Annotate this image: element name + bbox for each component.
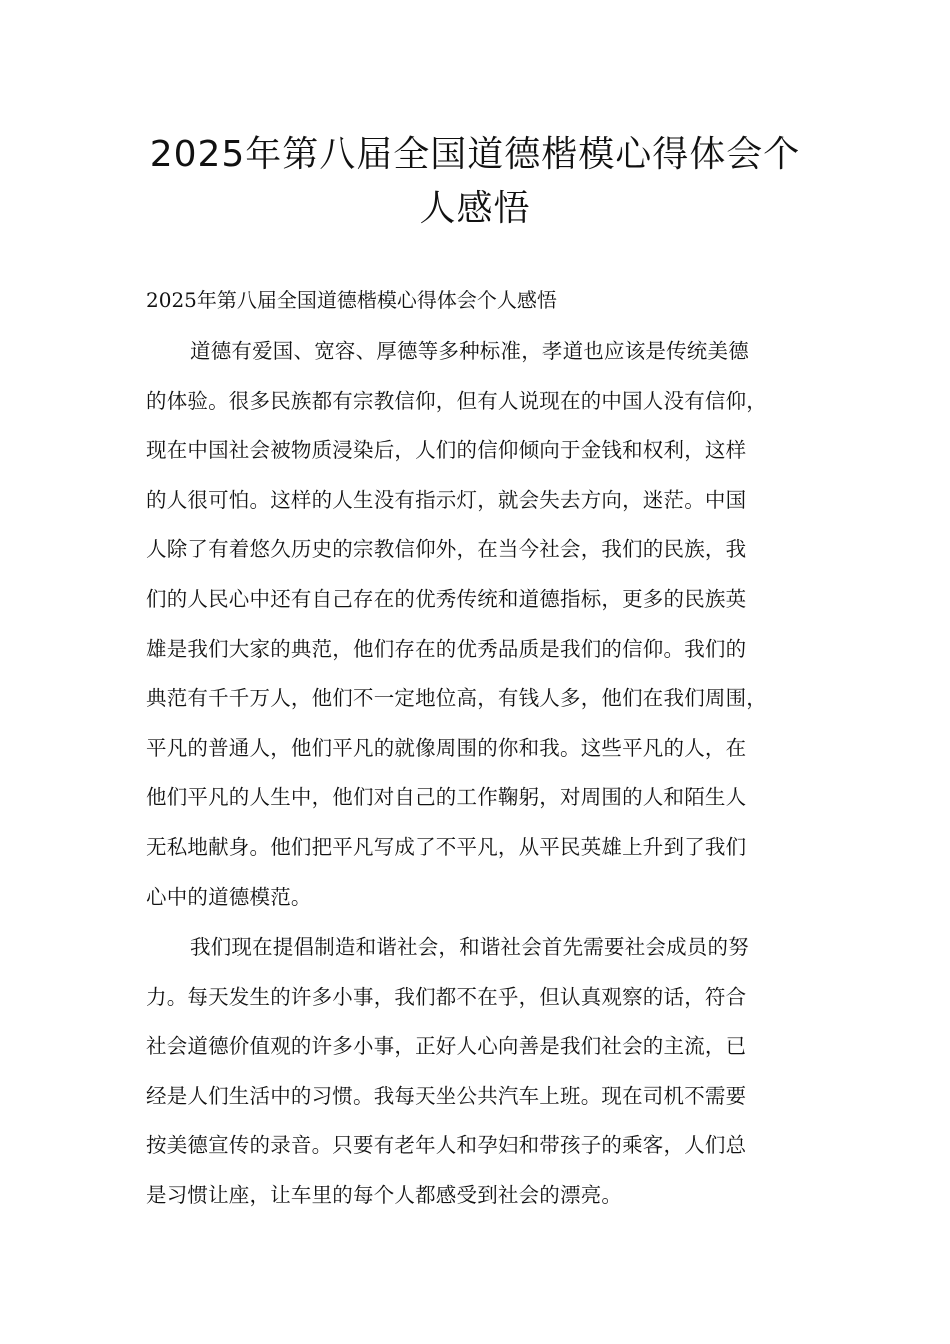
paragraph-line: 经是人们生活中的习惯。我每天坐公共汽车上班。现在司机不需要: [146, 1083, 747, 1108]
title-line-1: 2025年第八届全国道德楷模心得体会个: [149, 134, 801, 175]
paragraph-line: 典范有千千万人，他们不一定地位高，有钱人多，他们在我们周围，: [146, 686, 767, 711]
paragraph-line: 按美德宣传的录音。只要有老年人和孕妇和带孩子的乘客，人们总: [146, 1133, 747, 1158]
paragraph-2: [146, 923, 826, 1221]
paragraph-line: 他们平凡的人生中，他们对自己的工作鞠躬，对周围的人和陌生人: [146, 785, 747, 810]
paragraph-line: 我们现在提倡制造和谐社会，和谐社会首先需要社会成员的努: [190, 935, 749, 959]
paragraph-line: 心中的道德模范。: [146, 884, 312, 909]
paragraph-line: 的人很可怕。这样的人生没有指示灯，就会失去方向，迷茫。中国: [146, 487, 747, 512]
paragraph-line: 无私地献身。他们把平凡写成了不平凡，从平民英雄上升到了我们: [146, 834, 747, 859]
paragraph-1: [146, 327, 826, 922]
paragraph-line: 的体验。很多民族都有宗教信仰，但有人说现在的中国人没有信仰，: [146, 388, 767, 413]
paragraph-line: 社会道德价值观的许多小事，正好人心向善是我们社会的主流，已: [146, 1034, 747, 1059]
paragraph-line: 力。每天发生的许多小事，我们都不在乎，但认真观察的话，符合: [146, 984, 747, 1009]
title-line-2: 人感悟: [419, 188, 531, 229]
paragraph-line: 们的人民心中还有自己存在的优秀传统和道德指标，更多的民族英: [146, 586, 747, 611]
paragraph-line: 现在中国社会被物质浸染后，人们的信仰倾向于金钱和权利，这样: [146, 438, 747, 463]
document-subtitle: 2025年第八届全国道德楷模心得体会个人感悟: [146, 288, 557, 312]
paragraph-line: 是习惯让座，让车里的每个人都感受到社会的漂亮。: [146, 1182, 623, 1207]
paragraph-line: 道德有爱国、宽容、厚德等多种标准，孝道也应该是传统美德: [190, 339, 749, 363]
paragraph-line: 人除了有着悠久历史的宗教信仰外，在当今社会，我们的民族，我: [146, 537, 747, 562]
document-title: [100, 128, 850, 236]
paragraph-line: 雄是我们大家的典范，他们存在的优秀品质是我们的信仰。我们的: [146, 636, 747, 661]
paragraph-line: 平凡的普通人，他们平凡的就像周围的你和我。这些平凡的人，在: [146, 735, 747, 760]
